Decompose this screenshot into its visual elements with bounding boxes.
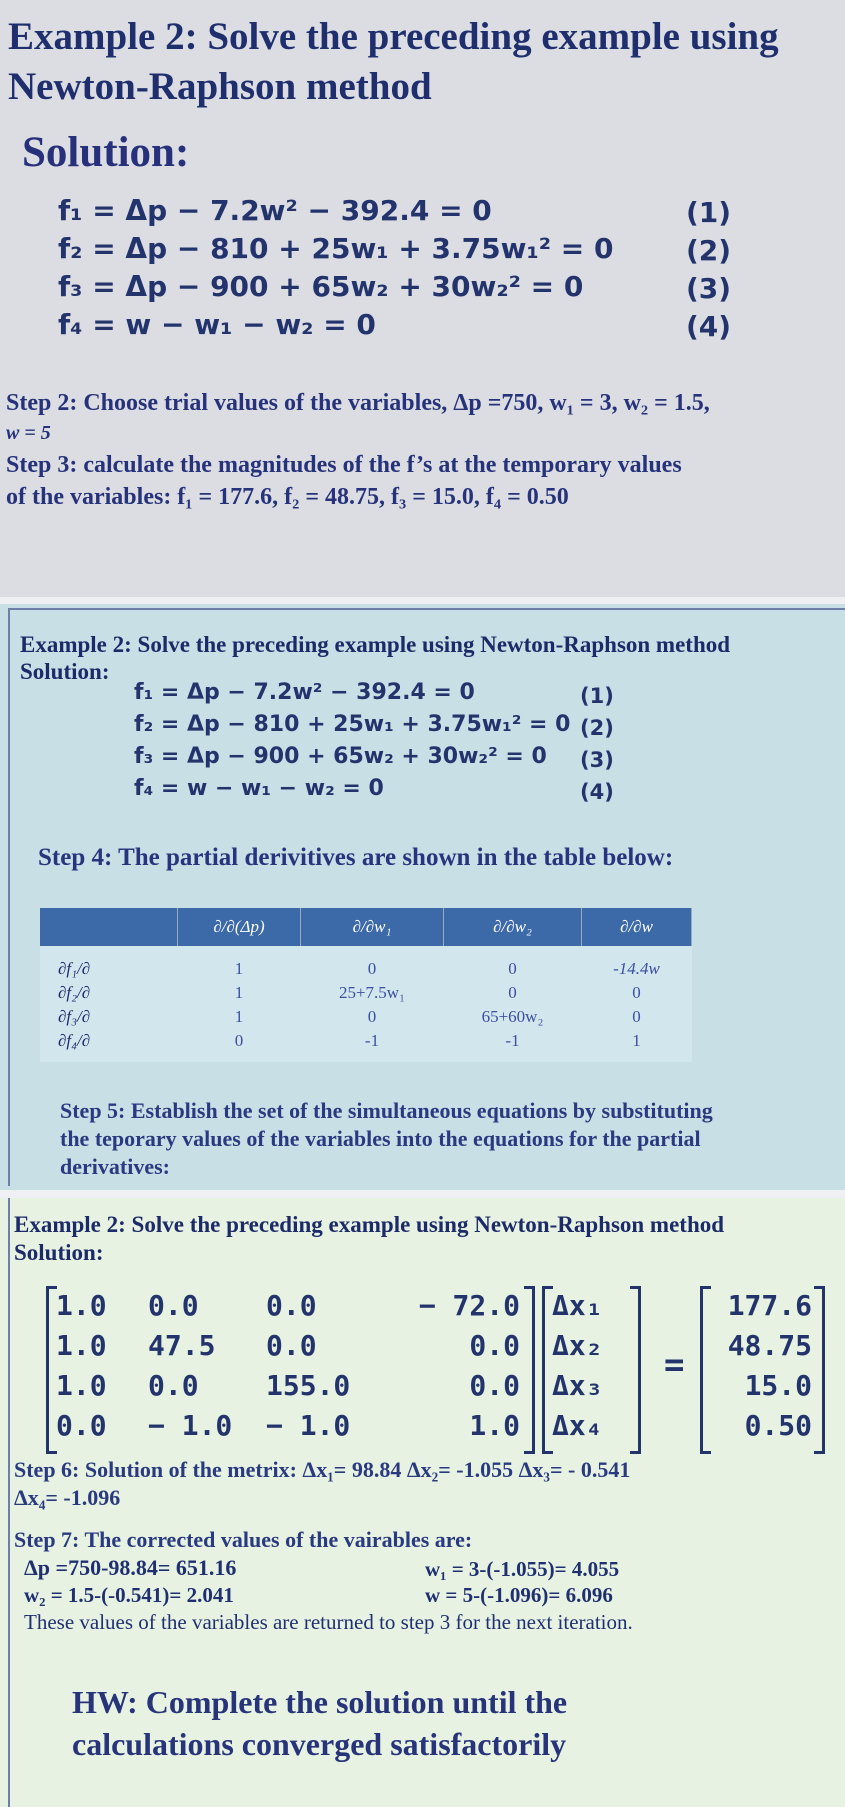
matrix-cell: 0.0	[266, 1329, 317, 1362]
slide2-step5-line2: the teporary values of the variables into the equations for the partial	[60, 1126, 701, 1151]
matrix-cell: 155.0	[266, 1369, 351, 1402]
unknown-vector	[552, 1286, 632, 1446]
slide1-equation-2: f₂ = Δp − 810 + 25w₁ + 3.75w₁² = 0	[58, 232, 614, 265]
table-header-row	[40, 908, 692, 946]
slide2-equation-3: f₃ = Δp − 900 + 65w₂ + 30w₂² = 0	[134, 744, 547, 769]
function-vector	[708, 1286, 812, 1446]
table-row-label: ∂f₁/∂	[40, 946, 178, 981]
table-header-w1: ∂/∂w₁	[301, 908, 444, 946]
table-row-label: ∂f₃/∂	[40, 1005, 178, 1029]
matrix-row	[56, 1406, 520, 1446]
matrix-cell: 0.0	[469, 1329, 520, 1362]
slide1-solution-label: Solution:	[22, 129, 190, 176]
vector-cell: 0.50	[744, 1409, 812, 1442]
slide2-solution-label: Solution:	[20, 659, 110, 684]
matrix-cell: − 1.0	[266, 1409, 351, 1442]
table-cell: 0	[301, 1005, 444, 1029]
matrix-cell: 0.0	[148, 1369, 199, 1402]
table-row	[40, 1029, 692, 1062]
matrix-cell: − 72.0	[418, 1289, 520, 1322]
table-row	[40, 981, 692, 1005]
slide1-eq-number-1: (1)	[686, 196, 732, 229]
homework-line2: calculations converged satisfactorily	[72, 1726, 567, 1762]
table-row-label: ∂f₂/∂	[40, 981, 178, 1005]
slide1-equation-3: f₃ = Δp − 900 + 65w₂ + 30w₂² = 0	[58, 270, 584, 303]
matrix-cell: 0.0	[266, 1289, 317, 1322]
slide1-step2-line1: Step 2: Choose trial values of the variables, Δp =750, w₁ = 3, w₂ = 1.5,	[6, 390, 710, 416]
vector-cell: Δx₁	[552, 1289, 603, 1322]
table-cell: 1	[582, 1029, 692, 1062]
table-cell: 1	[178, 946, 301, 981]
slide-1	[0, 0, 845, 597]
table-header-dp: ∂/∂(Δp)	[178, 908, 301, 946]
table-cell: 0	[444, 981, 582, 1005]
table-cell: -1	[444, 1029, 582, 1062]
table-cell: 0	[582, 981, 692, 1005]
slide1-title-line2: Newton-Raphson method	[8, 65, 432, 108]
table-cell: 0	[582, 1005, 692, 1029]
matrix-cell: 0.0	[56, 1409, 107, 1442]
slide2-eq-number-3: (3)	[580, 748, 614, 772]
matrix-cell: − 1.0	[148, 1409, 233, 1442]
corrected-w: w = 5-(-1.096)= 6.096	[425, 1583, 613, 1607]
equals-sign: =	[664, 1345, 685, 1385]
slide1-equation-4: f₄ = w − w₁ − w₂ = 0	[58, 308, 376, 341]
corrected-w2: w₂ = 1.5-(-0.541)= 2.041	[24, 1583, 234, 1607]
table-header-blank	[40, 908, 178, 946]
slide2-title: Example 2: Solve the preceding example using Newton-Raphson method	[20, 632, 731, 657]
slide1-eq-number-2: (2)	[686, 234, 732, 267]
table-cell: 65+60w₂	[444, 1005, 582, 1029]
slide3-step7: Step 7: The corrected values of the vairables are:	[14, 1527, 473, 1552]
unknown-vector-right-bracket	[630, 1286, 641, 1454]
slide2-eq-number-1: (1)	[580, 684, 614, 708]
coefficient-matrix	[56, 1286, 520, 1446]
slide2-equation-2: f₂ = Δp − 810 + 25w₁ + 3.75w₁² = 0	[134, 712, 571, 737]
matrix-cell: 0.0	[148, 1289, 199, 1322]
table-cell: -14.4w	[582, 946, 692, 981]
table-header-w2: ∂/∂w₂	[444, 908, 582, 946]
table-header-w: ∂/∂w	[582, 908, 692, 946]
slide1-title-line1: Example 2: Solve the preceding example using	[8, 15, 779, 58]
table-row	[40, 1005, 692, 1029]
table-cell: 0	[444, 946, 582, 981]
slide2-step4: Step 4: The partial derivitives are shown in the table below:	[38, 844, 674, 871]
slide2-frame-left	[8, 608, 10, 1186]
vector-cell: 177.6	[727, 1289, 812, 1322]
matrix-cell: 0.0	[469, 1369, 520, 1402]
slide2-frame-top	[8, 608, 845, 610]
table-cell: 0	[301, 946, 444, 981]
matrix-cell: 47.5	[148, 1329, 216, 1362]
matrix-row	[56, 1326, 520, 1366]
slide2-step5-line1: Step 5: Establish the set of the simultaneous equations by substituting	[60, 1098, 713, 1123]
slide3-step6-line2: Δx₄= -1.096	[14, 1485, 121, 1510]
matrix-cell: 1.0	[469, 1409, 520, 1442]
slide3-title: Example 2: Solve the preceding example using Newton-Raphson method	[14, 1212, 725, 1237]
slide2-equation-1: f₁ = Δp − 7.2w² − 392.4 = 0	[134, 680, 475, 705]
vector-cell: 15.0	[744, 1369, 812, 1402]
matrix-row	[56, 1366, 520, 1406]
slide2-step5-line3: derivatives:	[60, 1154, 170, 1179]
slide3-solution-label: Solution:	[14, 1240, 104, 1265]
matrix-cell: 1.0	[56, 1289, 107, 1322]
table-cell: 1	[178, 1005, 301, 1029]
table-row-label: ∂f₄/∂	[40, 1029, 178, 1062]
table-cell: 0	[178, 1029, 301, 1062]
matrix-row	[56, 1286, 520, 1326]
matrix-cell: 1.0	[56, 1369, 107, 1402]
slide1-eq-number-4: (4)	[686, 310, 732, 343]
table-cell: -1	[301, 1029, 444, 1062]
slide1-equation-1: f₁ = Δp − 7.2w² − 392.4 = 0	[58, 194, 492, 227]
slide2-eq-number-2: (2)	[580, 716, 614, 740]
slide1-step3-line1: Step 3: calculate the magnitudes of the f’s at the temporary values	[6, 452, 682, 478]
partial-derivatives-table	[40, 908, 692, 1062]
vector-cell: Δx₂	[552, 1329, 603, 1362]
corrected-w1: w₁ = 3-(-1.055)= 4.055	[425, 1557, 620, 1581]
function-vector-right-bracket	[814, 1286, 825, 1454]
slide2-eq-number-4: (4)	[580, 780, 614, 804]
homework-line1: HW: Complete the solution until the	[72, 1684, 568, 1720]
vector-cell: Δx₄	[552, 1409, 603, 1442]
slide1-step2-line2: w = 5	[6, 422, 51, 444]
table-cell: 1	[178, 981, 301, 1005]
matrix-right-bracket	[524, 1286, 535, 1454]
vector-cell: 48.75	[727, 1329, 812, 1362]
slide1-step3-line2: of the variables: f₁ = 177.6, f₂ = 48.75, f₃ = 15.0, f₄ = 0.50	[6, 484, 569, 510]
slide3-frame-left	[8, 1198, 10, 1807]
table-row	[40, 946, 692, 981]
slide2-equation-4: f₄ = w − w₁ − w₂ = 0	[134, 776, 384, 801]
matrix-cell: 1.0	[56, 1329, 107, 1362]
slide1-eq-number-3: (3)	[686, 272, 732, 305]
return-note: These values of the variables are returned to step 3 for the next iteration.	[24, 1610, 633, 1634]
vector-cell: Δx₃	[552, 1369, 603, 1402]
table-cell: 25+7.5w₁	[301, 981, 444, 1005]
slide3-step6-line1: Step 6: Solution of the metrix: Δx₁= 98.84 Δx₂= -1.055 Δx₃= - 0.541	[14, 1457, 631, 1482]
corrected-dp: Δp =750-98.84= 651.16	[24, 1555, 237, 1580]
